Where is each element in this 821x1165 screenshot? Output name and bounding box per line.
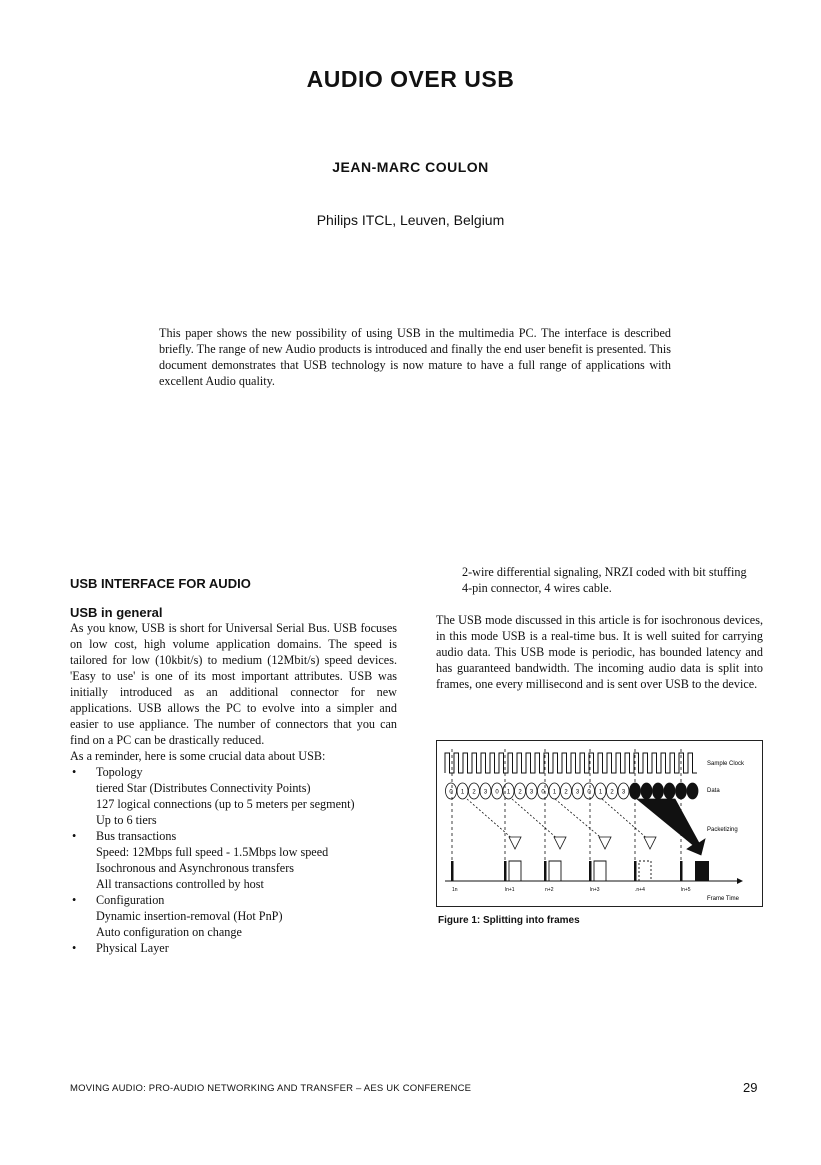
page-number: 29 [743, 1080, 758, 1095]
data-row [446, 783, 699, 799]
paper-title: AUDIO OVER USB [306, 66, 515, 92]
figure-splitting-frames [436, 740, 763, 907]
data-digit: 1 [460, 789, 465, 796]
data-cell [653, 783, 664, 799]
packetizing-arrow [467, 799, 515, 841]
data-digit: 3 [483, 789, 488, 796]
sample-clock-wave [445, 753, 697, 773]
data-digit: 0 [587, 789, 591, 796]
data-digit: 0 [495, 789, 499, 796]
data-cell [641, 783, 652, 799]
packet-slot [639, 861, 651, 881]
data-digit: 2 [472, 789, 476, 796]
section-heading: USB INTERFACE FOR AUDIO [70, 576, 251, 591]
sof-pulse [451, 861, 454, 881]
bullet-dot: • [72, 829, 77, 843]
data-digit: 2 [518, 789, 522, 796]
packet-slot [549, 861, 561, 881]
data-cell [687, 783, 698, 799]
left-column [70, 576, 397, 956]
bullet-topology [70, 764, 397, 780]
frame-label: ln+1 [505, 887, 515, 893]
data-digit: 0 [541, 789, 545, 796]
figure-caption: Figure 1: Splitting into frames [438, 915, 580, 926]
filled-arrow [637, 799, 705, 855]
bullet-subitem: Speed: 12Mbps full speed - 1.5Mbps low speed [96, 845, 329, 859]
abstract: This paper shows the new possibility of using USB in the multimedia PC. The interface is described briefly. The range of new Audio products is introduced and finally the end user benefit is presented. This document demonstrates that USB technology is now mature to have a full range of applications with excellent Audio quality. [159, 326, 671, 389]
sof-pulse [680, 861, 683, 881]
sof-pulse [504, 861, 507, 881]
bullet-label: Bus transactions [96, 829, 177, 843]
hollow-arrowhead [509, 837, 521, 849]
data-digit: 3 [575, 789, 580, 796]
bullet-bus-transactions [70, 828, 397, 844]
data-digit: 0 [449, 789, 453, 796]
bullet-dot: • [72, 941, 77, 955]
data-digit: 1 [506, 789, 511, 796]
usb-data-list-2 [70, 828, 397, 844]
data-digit: 1 [552, 789, 557, 796]
page-footer: MOVING AUDIO: PRO-AUDIO NETWORKING AND TRANSFER – AES UK CONFERENCE [70, 1083, 472, 1094]
packetizing-arrow [512, 799, 560, 841]
usb-data-list [70, 764, 397, 780]
sample-clock-path [445, 753, 697, 773]
data-digit: 2 [610, 789, 614, 796]
packet-slot [509, 861, 521, 881]
frame-label: n+2 [545, 887, 554, 893]
data-label: Data [707, 788, 720, 794]
packetizing-arrow [555, 799, 605, 841]
bullet-subitem: Isochronous and Asynchronous transfers [96, 861, 295, 875]
hollow-arrowhead [554, 837, 566, 849]
hollow-arrowhead [599, 837, 611, 849]
paper-author: JEAN-MARC COULON [332, 159, 489, 175]
bullet-configuration [70, 892, 397, 908]
isochronous-paragraph: The USB mode discussed in this article is for isochronous devices, in this mode USB is a real-time bus. It is well suited for carrying audio data. This USB mode is periodic, has bounded latency and has guaranteed bandwidth. The incoming audio data is split into frames, one every millisecond and is sent over USB to the device. [436, 613, 763, 691]
sample-clock-label: Sample Clock [707, 761, 745, 767]
bullet-subitem: 127 logical connections (up to 5 meters per segment) [96, 797, 355, 811]
subsection-heading: USB in general [70, 605, 163, 620]
bullet-subitem: All transactions controlled by host [96, 877, 264, 891]
frame-label: .n+4 [635, 887, 645, 893]
data-digit: 3 [529, 789, 534, 796]
usb-data-list-3 [70, 892, 397, 908]
data-digit: 1 [598, 789, 603, 796]
bullet-subitem: tiered Star (Distributes Connectivity Points) [96, 781, 311, 795]
data-cell [664, 783, 675, 799]
intro-paragraph: As you know, USB is short for Universal Serial Bus. USB focuses on low cost, high volume application domains. The speed is tailored for low (10kbit/s) to medium (12Mbit/s) speed devices. 'Easy to use' is one of its most important attributes. USB was initially introduced as an additional connector for new applications. USB allows the PC to evolve into a simpler and easier to use appliance. The number of connectors that you can find on a PC can be drastically reduced. [70, 621, 397, 747]
packetizing-arrow [602, 799, 650, 841]
data-digit: 3 [621, 789, 626, 796]
sof-pulse [544, 861, 547, 881]
frames-diagram [437, 741, 762, 906]
right-column [436, 564, 763, 692]
reminder-line: As a reminder, here is some crucial data about USB: [70, 749, 326, 763]
packetizing-arrows [467, 799, 705, 855]
bullet-label: Configuration [96, 893, 165, 907]
bullet-label: Topology [96, 765, 143, 779]
physical-layer-item: 2-wire differential signaling, NRZI coded with bit stuffing [462, 565, 747, 579]
sof-pulse [634, 861, 637, 881]
frame-label: ln+5 [681, 887, 691, 893]
data-digit: 2 [564, 789, 568, 796]
bullet-label: Physical Layer [96, 941, 169, 955]
time-axis-arrowhead [737, 878, 743, 884]
bullet-dot: • [72, 765, 77, 779]
bullet-physical-layer [70, 940, 397, 956]
paper-affiliation: Philips ITCL, Leuven, Belgium [316, 212, 505, 228]
frame-timeline [445, 861, 743, 893]
packet-slot [594, 861, 606, 881]
bullet-subitem: Up to 6 tiers [96, 813, 157, 827]
bullet-dot: • [72, 893, 77, 907]
usb-data-list-4 [70, 940, 397, 956]
sof-pulse [589, 861, 592, 881]
frame-label: ln+3 [590, 887, 600, 893]
physical-layer-item: 4-pin connector, 4 wires cable. [462, 581, 612, 595]
packetizing-label: Packetizing [707, 827, 738, 833]
frame-time-label: Frame Time [707, 896, 740, 902]
hollow-arrowhead [644, 837, 656, 849]
frame-label: 1n [452, 887, 458, 893]
filled-packet [695, 861, 709, 881]
bullet-subitem: Dynamic insertion-removal (Hot PnP) [96, 909, 283, 923]
bullet-subitem: Auto configuration on change [96, 925, 242, 939]
